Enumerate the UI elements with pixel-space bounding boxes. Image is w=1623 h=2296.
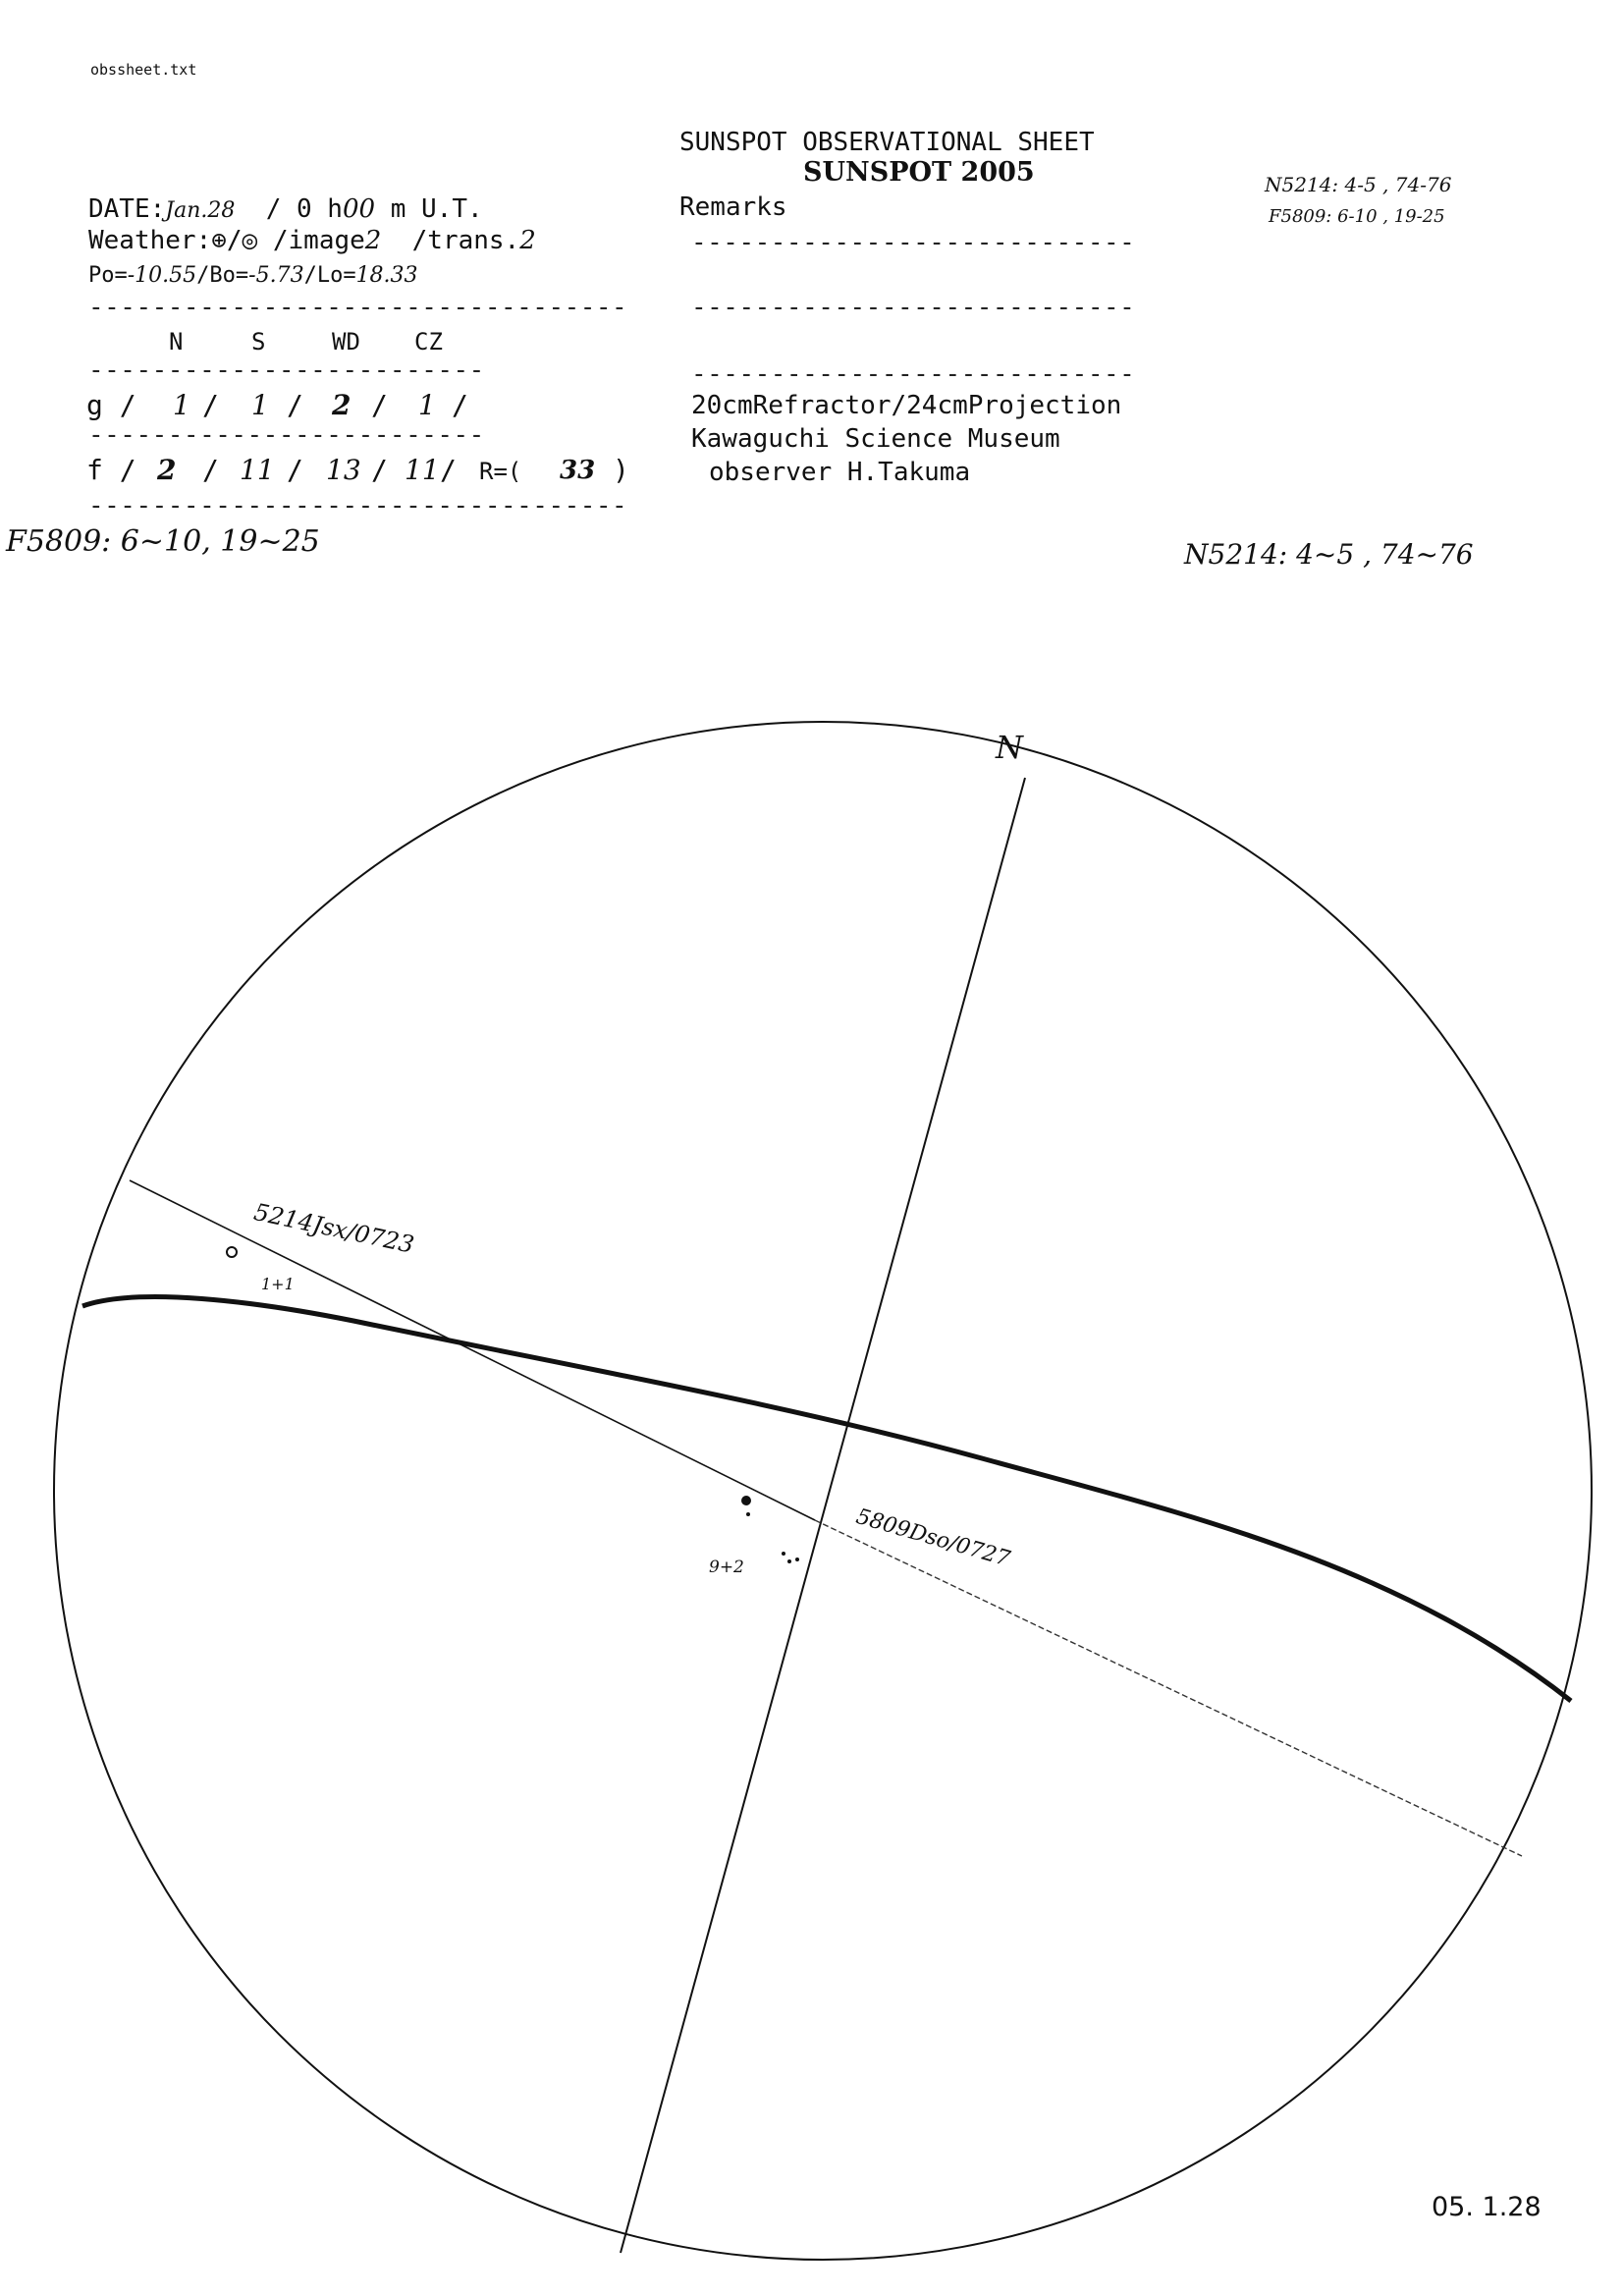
handwritten-note-right: N5214: 4~5 , 74~76 [1184,538,1474,571]
f-row-sep-4: / [440,454,457,486]
handwritten-note-top-right-1: N5214: 4-5 , 74-76 [1265,173,1452,196]
g-row-sep-1: / [202,389,219,421]
time-separator: / 0 h [265,194,343,224]
remarks-dash-2: ---------------------------- [691,293,1136,322]
time-unit: m U.T. [390,194,483,224]
handwritten-note-top-right-2: F5809: 6-10 , 19-25 [1269,206,1445,227]
remarks-observer: observer H.Takuma [709,458,971,487]
sunspot-group-5809-leader [741,1496,751,1505]
trans-label: /trans. [411,226,520,255]
image-label: /image [272,226,365,255]
f-row-sep-2: / [287,454,303,486]
column-cz: CZ [414,328,443,355]
g-row-s: 1 [251,389,269,421]
group-5214-count: 1+1 [261,1275,295,1293]
file-name: obssheet.txt [90,61,197,79]
f-row-label: f / [86,454,136,486]
sunspot-group-5809-follower-3 [795,1558,799,1561]
r-label: R=( [479,458,522,485]
sunspot-group-5809-follower-1 [782,1552,785,1556]
date-value: Jan.28 [165,198,236,223]
solar-disk-outline [54,722,1592,2260]
trans-value: 2 [519,226,536,255]
remarks-label: Remarks [679,192,787,222]
group-latitude-line-solid [130,1180,815,1520]
r-value: 33 [560,456,596,485]
f-row-cz: 11 [405,454,440,486]
sunspot-group-5809-follower-2 [787,1559,791,1563]
lo-label: /Lo= [303,263,356,288]
sunspot-group-5214 [227,1247,237,1257]
g-row-sep-2: / [287,389,303,421]
divider-short-2: ------------------------- [88,420,485,450]
handwritten-note-left: F5809: 6~10, 19~25 [6,524,320,559]
f-row-sep-1: / [202,454,219,486]
group-5809-count: 9+2 [709,1558,744,1577]
column-wd: WD [332,328,360,355]
group-latitude-line-dashed [815,1520,1522,1856]
g-row-sep-4: / [452,389,468,421]
sheet-title: SUNSPOT OBSERVATIONAL SHEET [679,128,1095,157]
north-south-axis [621,778,1025,2253]
remarks-museum: Kawaguchi Science Museum [691,424,1060,454]
sunspot-group-5809-tail [746,1512,750,1516]
date-stamp: 05. 1.28 [1432,2192,1542,2222]
remarks-instrument: 20cmRefractor/24cmProjection [691,391,1122,420]
bo-value: -5.73 [248,263,304,288]
divider-long-2: ---------------------------------- [88,491,628,520]
weather-value: ⊕/◎ [211,226,258,255]
north-mark: N [996,729,1023,766]
r-close: ) [613,454,629,486]
image-value: 2 [364,226,382,255]
date-label: DATE: [88,194,166,224]
group-5809-label: 5809Dso/0727 [853,1504,1013,1572]
lo-value: 18.33 [355,263,418,288]
g-row-cz: 1 [418,389,436,421]
time-minutes-value: 00 [342,194,376,224]
divider-long-1: ---------------------------------- [88,293,628,322]
f-row-n: 2 [157,454,177,486]
g-row-label: g / [86,389,136,421]
column-s: S [251,328,266,355]
column-n: N [169,328,184,355]
weather-label: Weather: [88,226,212,255]
po-value: -10.55 [127,263,197,288]
g-row-sep-3: / [371,389,388,421]
group-5214-label: 5214Jsx/0723 [251,1198,417,1259]
f-row-s: 11 [240,454,275,486]
g-row-wd: 2 [332,389,352,421]
bo-label: /Bo= [196,263,249,288]
divider-short-1: ------------------------- [88,355,485,385]
remarks-dash-1: ---------------------------- [691,228,1136,257]
f-row-wd: 13 [326,454,361,486]
remarks-dash-3: ---------------------------- [691,359,1136,389]
f-row-sep-3: / [371,454,388,486]
sheet-subtitle: SUNSPOT 2005 [803,157,1035,188]
g-row-n: 1 [173,389,190,421]
po-label: Po= [88,263,128,288]
